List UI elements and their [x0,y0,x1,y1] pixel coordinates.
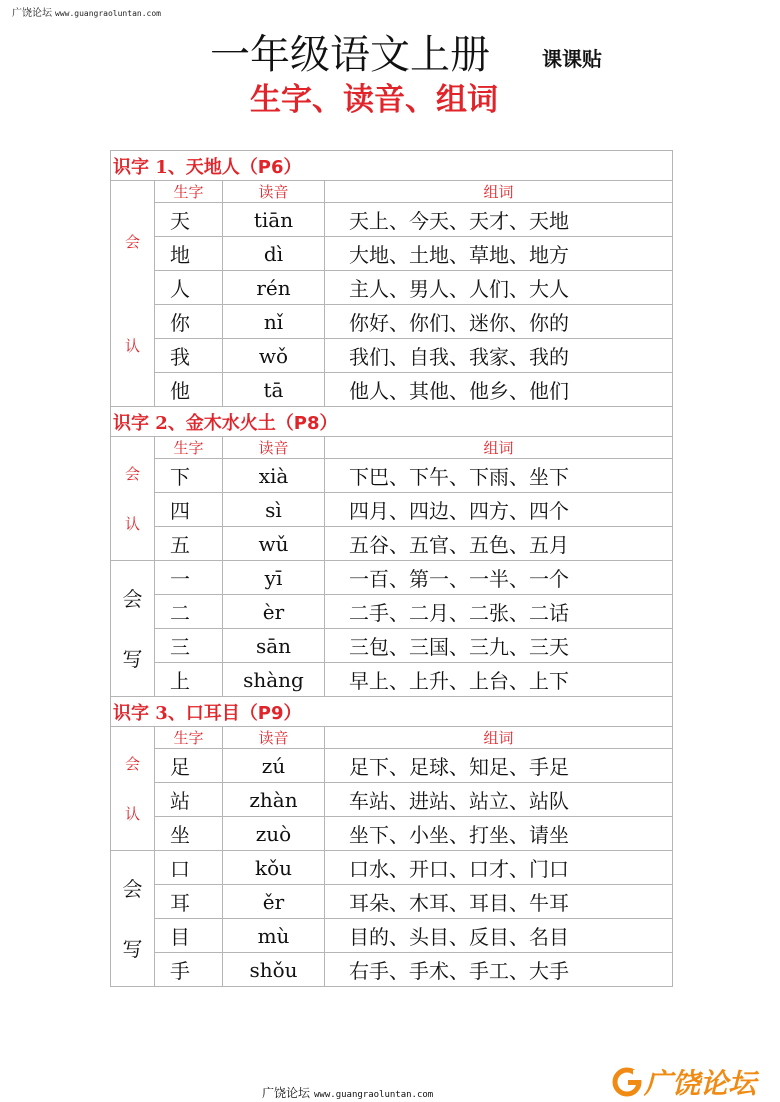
category-label: 会 [122,586,143,611]
word-list-cell: 足下、足球、知足、手足 [325,749,673,783]
word-list-cell: 我们、自我、我家、我的 [325,339,673,373]
word-row [111,953,673,987]
pinyin-cell: wǔ [223,527,325,561]
column-header-char: 生字 [155,437,223,459]
vocabulary-table [110,150,673,987]
category-label: 会 [124,754,140,773]
category-label: 写 [122,646,143,671]
word-list-cell: 五谷、五官、五色、五月 [325,527,673,561]
word-row [111,885,673,919]
site-logo [612,1062,757,1100]
pinyin-cell: zhàn [223,783,325,817]
column-header-row [111,181,673,203]
lesson-number: 3 [155,702,168,724]
pinyin-cell: èr [223,595,325,629]
word-row [111,817,673,851]
character-cell: 四 [155,493,223,527]
word-list-cell: 车站、进站、站立、站队 [325,783,673,817]
pinyin-cell: tā [223,373,325,407]
word-row [111,561,673,595]
category-cell [111,437,155,561]
word-row [111,203,673,237]
word-row [111,271,673,305]
word-list-cell: 二手、二月、二张、二话 [325,595,673,629]
word-list-cell: 口水、开口、口才、门口 [325,851,673,885]
character-cell: 你 [155,305,223,339]
word-row [111,595,673,629]
character-cell: 三 [155,629,223,663]
character-cell: 我 [155,339,223,373]
word-list-cell: 一百、第一、一半、一个 [325,561,673,595]
word-row [111,373,673,407]
vocabulary-table-body [111,151,673,987]
logo-text: 广饶论坛 [644,1067,757,1100]
character-cell: 目 [155,919,223,953]
lesson-title [111,407,673,437]
character-cell: 人 [155,271,223,305]
lesson-prefix: 识字 [113,412,156,434]
character-cell: 地 [155,237,223,271]
category-cell [111,561,155,697]
word-list-cell: 四月、四边、四方、四个 [325,493,673,527]
word-list-cell: 大地、土地、草地、地方 [325,237,673,271]
category-label: 写 [122,936,143,961]
category-label: 会 [124,464,140,483]
side-title: 课课贴 [542,47,602,71]
category-cell [111,851,155,987]
word-list-cell: 你好、你们、迷你、你的 [325,305,673,339]
word-list-cell: 坐下、小坐、打坐、请坐 [325,817,673,851]
lesson-title [111,151,673,181]
pinyin-cell: dì [223,237,325,271]
lesson-header-row [111,407,673,437]
pinyin-cell: sì [223,493,325,527]
column-header-pinyin: 读音 [223,437,325,459]
top-watermark [12,4,161,19]
category-label: 认 [124,804,140,823]
pinyin-cell: zú [223,749,325,783]
word-row [111,493,673,527]
pinyin-cell: nǐ [223,305,325,339]
lesson-name: 、天地人（P6） [167,156,302,178]
lesson-header-row [111,697,673,727]
pinyin-cell: sān [223,629,325,663]
lesson-header-row [111,151,673,181]
column-header-words: 组词 [325,181,673,203]
word-row [111,783,673,817]
pinyin-cell: rén [223,271,325,305]
footer [262,1084,433,1101]
pinyin-cell: tiān [223,203,325,237]
character-cell: 天 [155,203,223,237]
column-header-pinyin: 读音 [223,181,325,203]
column-header-char: 生字 [155,727,223,749]
footer-name: 广饶论坛 [262,1086,311,1100]
category-label: 认 [124,514,140,533]
column-header-row [111,437,673,459]
word-list-cell: 耳朵、木耳、耳目、牛耳 [325,885,673,919]
word-row [111,851,673,885]
character-cell: 下 [155,459,223,493]
pinyin-cell: shǒu [223,953,325,987]
character-cell: 一 [155,561,223,595]
lesson-number: 2 [155,412,168,434]
character-cell: 口 [155,851,223,885]
word-list-cell: 三包、三国、三九、三天 [325,629,673,663]
page-subtitle: 生字、读音、组词 [250,82,498,118]
column-header-char: 生字 [155,181,223,203]
character-cell: 二 [155,595,223,629]
footer-url: www.guangraoluntan.com [314,1090,434,1100]
lesson-name: 、口耳目（P9） [167,702,302,724]
column-header-words: 组词 [325,437,673,459]
word-row [111,527,673,561]
pinyin-cell: yī [223,561,325,595]
word-list-cell: 早上、上升、上台、上下 [325,663,673,697]
lesson-name: 、金木水火土（P8） [167,412,338,434]
character-cell: 他 [155,373,223,407]
category-label: 会 [124,232,140,251]
title-row [0,30,780,80]
lesson-prefix: 识字 [113,156,156,178]
pinyin-cell: xià [223,459,325,493]
character-cell: 耳 [155,885,223,919]
word-row [111,919,673,953]
pinyin-cell: kǒu [223,851,325,885]
word-list-cell: 右手、手术、手工、大手 [325,953,673,987]
word-row [111,237,673,271]
word-list-cell: 目的、头目、反目、名目 [325,919,673,953]
character-cell: 上 [155,663,223,697]
column-header-words: 组词 [325,727,673,749]
character-cell: 坐 [155,817,223,851]
word-list-cell: 他人、其他、他乡、他们 [325,373,673,407]
pinyin-cell: mù [223,919,325,953]
watermark-name: 广饶论坛 [12,8,52,19]
watermark-url: www.guangraoluntan.com [55,9,161,18]
character-cell: 手 [155,953,223,987]
word-row [111,629,673,663]
category-cell [111,727,155,851]
column-header-pinyin: 读音 [223,727,325,749]
word-list-cell: 天上、今天、天才、天地 [325,203,673,237]
pinyin-cell: wǒ [223,339,325,373]
character-cell: 五 [155,527,223,561]
category-label: 认 [124,336,140,355]
page-title: 一年级语文上册 [210,32,490,78]
lesson-number: 1 [155,156,168,178]
word-row [111,339,673,373]
pinyin-cell: zuò [223,817,325,851]
lesson-title [111,697,673,727]
category-label: 会 [122,876,143,901]
pinyin-cell: shàng [223,663,325,697]
lesson-prefix: 识字 [113,702,156,724]
column-header-row [111,727,673,749]
word-list-cell: 下巴、下午、下雨、坐下 [325,459,673,493]
word-row [111,749,673,783]
character-cell: 足 [155,749,223,783]
logo-mark-icon [612,1067,642,1097]
character-cell: 站 [155,783,223,817]
word-row [111,305,673,339]
word-row [111,663,673,697]
pinyin-cell: ěr [223,885,325,919]
word-list-cell: 主人、男人、人们、大人 [325,271,673,305]
word-row [111,459,673,493]
category-cell [111,181,155,407]
